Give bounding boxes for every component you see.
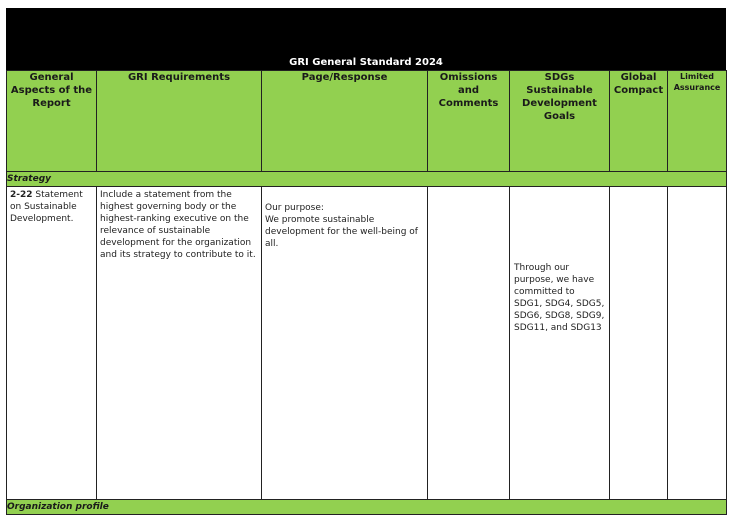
response-label: Our purpose:: [265, 203, 324, 213]
cell-omissions: [428, 187, 510, 500]
aspect-text: Statement on Sustainable Development.: [10, 190, 83, 224]
header-row: [7, 71, 727, 172]
title-bar: [6, 8, 726, 70]
cell-sdgs: Through our purpose, we have committed to SDG1, SDG4, SDG5, SDG6, SDG8, SDG9, SDG11, and SDG13: [510, 187, 610, 500]
table-title: GRI General Standard 2024: [289, 57, 443, 68]
header-limited-assurance: Limited Assurance: [668, 71, 727, 172]
section-label-strategy: Strategy: [7, 172, 727, 187]
cell-global-compact: [610, 187, 668, 500]
cell-page-response: [262, 187, 428, 500]
section-label-organization-profile: Organization profile: [7, 500, 727, 515]
header-omissions: Omissions and Comments: [428, 71, 510, 172]
cell-limited-assurance: [668, 187, 727, 500]
cell-aspect: [7, 187, 97, 500]
header-sdgs: [510, 71, 610, 172]
header-requirements: GRI Requirements: [97, 71, 262, 172]
section-row-strategy: [7, 172, 727, 187]
header-aspects: General Aspects of the Report: [7, 71, 97, 172]
cell-requirement: Include a statement from the highest governing body or the highest-ranking executive on the relevance of sustainable development for the organization and its strategy to contribute to it.: [97, 187, 262, 500]
table-row: [7, 187, 727, 500]
header-sdgs-abbr: SDGs: [544, 72, 575, 83]
response-text: We promote sustainable development for the well-being of all.: [265, 215, 418, 249]
header-page-response: Page/Response: [262, 71, 428, 172]
gri-table: [6, 70, 727, 515]
section-row-organization-profile: [7, 500, 727, 515]
header-global-compact: Global Compact: [610, 71, 668, 172]
aspect-code: 2-22: [10, 190, 33, 200]
gri-table-frame: [6, 8, 726, 512]
header-sdgs-full: Sustainable Development Goals: [522, 85, 597, 122]
